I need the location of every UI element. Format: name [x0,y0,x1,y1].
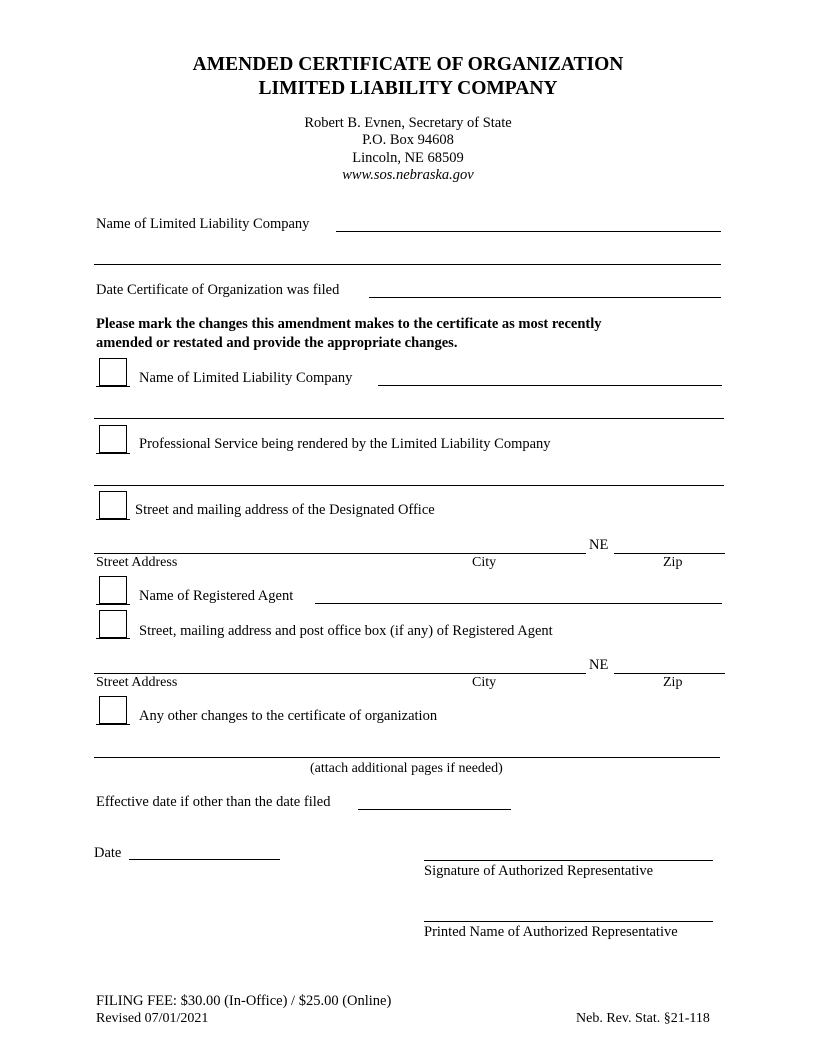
date-field[interactable] [129,859,280,860]
effective-date-label: Effective date if other than the date filed [96,794,331,810]
street-address-caption: Street Address [96,555,178,570]
checkbox-underline [96,453,130,454]
professional-service-field[interactable] [94,485,724,486]
effective-date-field[interactable] [358,809,511,810]
checkbox-underline [96,724,130,725]
change-name-checkbox[interactable] [99,358,127,386]
change-other-checkbox[interactable] [99,696,127,724]
signature-field[interactable] [424,860,713,861]
new-name-field[interactable] [378,385,722,386]
cert-date-label: Date Certificate of Organization was filed [96,282,340,298]
change-name-label: Name of Limited Liability Company [139,370,353,386]
change-agent-label: Name of Registered Agent [139,588,294,604]
checkbox-underline [96,638,130,639]
filing-fee: FILING FEE: $30.00 (In-Office) / $25.00 (Online) [96,993,392,1009]
attach-note: (attach additional pages if needed) [310,761,503,776]
cert-date-field[interactable] [369,297,721,298]
change-office-checkbox[interactable] [99,491,127,519]
office-city: Lincoln, NE 68509 [352,150,464,166]
change-professional-checkbox[interactable] [99,425,127,453]
new-name-field-line2[interactable] [94,418,724,419]
instructions-line1: Please mark the changes this amendment makes to the certificate as most recently [96,316,602,332]
agent-name-field[interactable] [315,603,722,604]
revised-date: Revised 07/01/2021 [96,1011,209,1026]
llc-name-label: Name of Limited Liability Company [96,216,310,232]
checkbox-underline [96,386,130,387]
change-office-label: Street and mailing address of the Designated Office [135,502,435,518]
instructions-line2: amended or restated and provide the appropriate changes. [96,335,458,351]
change-professional-label: Professional Service being rendered by the Limited Liability Company [139,436,551,452]
street-address-caption: Street Address [96,675,178,690]
office-state-label: NE [589,537,609,553]
other-changes-field[interactable] [94,757,720,758]
agent-street-city-field[interactable] [94,673,586,674]
zip-caption: Zip [663,675,683,690]
po-box: P.O. Box 94608 [362,132,454,148]
llc-name-field-line2[interactable] [94,264,721,265]
checkbox-underline [96,604,130,605]
form-title-line2: LIMITED LIABILITY COMPANY [258,78,558,99]
change-agent-checkbox[interactable] [99,576,127,604]
checkbox-underline [96,519,130,520]
statute-reference: Neb. Rev. Stat. §21-118 [576,1011,710,1026]
change-other-label: Any other changes to the certificate of organization [139,708,438,724]
city-caption: City [472,555,497,570]
printed-name-caption: Printed Name of Authorized Representative [424,924,678,940]
llc-name-field[interactable] [336,231,721,232]
signature-caption: Signature of Authorized Representative [424,863,654,879]
change-agent-address-label: Street, mailing address and post office box (if any) of Registered Agent [139,623,553,639]
official-name: Robert B. Evnen, Secretary of State [304,115,512,131]
form-title-line1: AMENDED CERTIFICATE OF ORGANIZATION [192,54,624,75]
agent-state-label: NE [589,657,609,673]
zip-caption: Zip [663,555,683,570]
city-caption: City [472,675,497,690]
agent-zip-field[interactable] [614,673,725,674]
office-street-city-field[interactable] [94,553,586,554]
website-link[interactable]: www.sos.nebraska.gov [342,167,474,183]
printed-name-field[interactable] [424,921,713,922]
office-zip-field[interactable] [614,553,725,554]
change-agent-address-checkbox[interactable] [99,610,127,638]
date-label: Date [94,845,122,861]
